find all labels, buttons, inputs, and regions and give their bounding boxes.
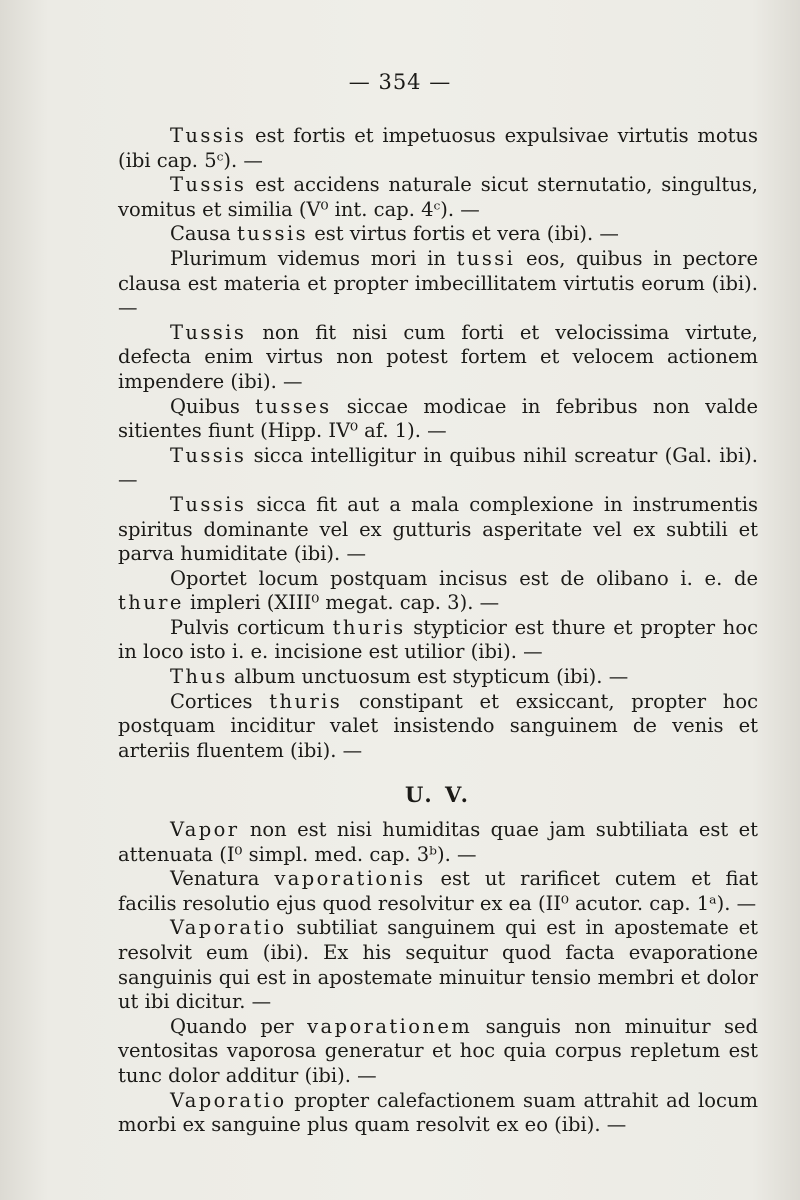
keyword: tussi	[456, 246, 516, 270]
keyword: vaporationis	[274, 867, 426, 891]
entry: Tussis est fortis et impetuosus expulsivae virtutis motus (ibi cap. 5ᶜ). —	[118, 124, 758, 172]
keyword: Tussis	[170, 124, 247, 147]
entry: Causa tussis est virtus fortis et vera (ibi). —	[170, 222, 619, 246]
keyword: Vapor	[170, 818, 240, 842]
keyword: thure	[118, 591, 184, 615]
entry: Pulvis corticum thuris stypticior est thure et propter hoc in loco isto i. e. incisione est utilior (ibi). —	[118, 615, 758, 664]
entry: Quibus tusses siccae modicae in febribus non valde sitientes fiunt (Hipp. IV⁰ af. 1). —	[118, 394, 758, 443]
entry: Venatura vaporationis est ut rarificet cutem et fiat facilis resolutio ejus quod resolvitur ex ea (II⁰ acutor. cap. 1ᵃ). —	[118, 867, 758, 915]
entry: Cortices thuris constipant et exsiccant, propter hoc postquam inciditur valet insistendo sanguinem de venis et arteriis fluentem (ibi). —	[118, 689, 758, 762]
keyword: thuris	[269, 689, 343, 713]
keyword: tusses	[255, 394, 332, 418]
section-heading: U. V.	[405, 782, 471, 808]
keyword: Tussis	[170, 320, 247, 344]
entry: Tussis sicca fit aut a mala complexione in instrumentis spiritus dominante vel ex gutturis asperitate vel ex subtili et parva humiditate (ibi). —	[118, 492, 758, 566]
keyword: Tussis	[170, 443, 247, 467]
page-number: — 354 —	[348, 70, 452, 94]
entry: Plurimum videmus mori in tussi eos, quibus in pectore clausa est materia et propter imbecillitatem virtutis eorum (ibi). —	[118, 246, 758, 320]
entry: Vaporatio propter calefactionem suam attrahit ad locum morbi ex sanguine plus quam resolvit ex eo (ibi). —	[118, 1088, 758, 1137]
keyword: Tussis	[170, 492, 247, 516]
keyword: Tussis	[170, 173, 247, 197]
entry: Tussis non fit nisi cum forti et velocissima virtute, defecta enim virtus non potest fortem et velocem actionem impendere (ibi). —	[118, 320, 758, 393]
keyword: vaporationem	[307, 1014, 473, 1038]
keyword: tussis	[236, 222, 308, 246]
entry: Oportet locum postquam incisus est de olibano i. e. de thure impleri (XIII⁰ megat. cap. 3). —	[118, 566, 758, 615]
keyword: Thus	[170, 665, 228, 689]
entry: Vapor non est nisi humiditas quae jam subtiliata est et attenuata (I⁰ simpl. med. cap. 3ᵇ). —	[118, 818, 758, 866]
entry: Quando per vaporationem sanguis non minuitur sed ventositas vaporosa generatur et hoc quia corpus repletum est tunc dolor additur (ibi). —	[118, 1014, 758, 1087]
keyword: Vaporatio	[170, 916, 287, 940]
entry: Vaporatio subtiliat sanguinem qui est in apostemate et resolvit eum (ibi). Ex his sequitur quod facta evaporatione sanguinis qui est in apostemate minuitur tensio membri et dolor ut ibi dicitur. —	[118, 916, 758, 1014]
entry: Tussis sicca intelligitur in quibus nihil screatur (Gal. ibi). —	[118, 443, 758, 492]
keyword: Vaporatio	[170, 1088, 287, 1112]
entry: Thus album unctuosum est stypticum (ibi). —	[170, 665, 629, 689]
text-body	[118, 124, 758, 1138]
entry: Tussis est accidens naturale sicut sternutatio, singultus, vomitus et similia (V⁰ int. cap. 4ᶜ). —	[118, 173, 758, 221]
keyword: thuris	[332, 615, 406, 639]
